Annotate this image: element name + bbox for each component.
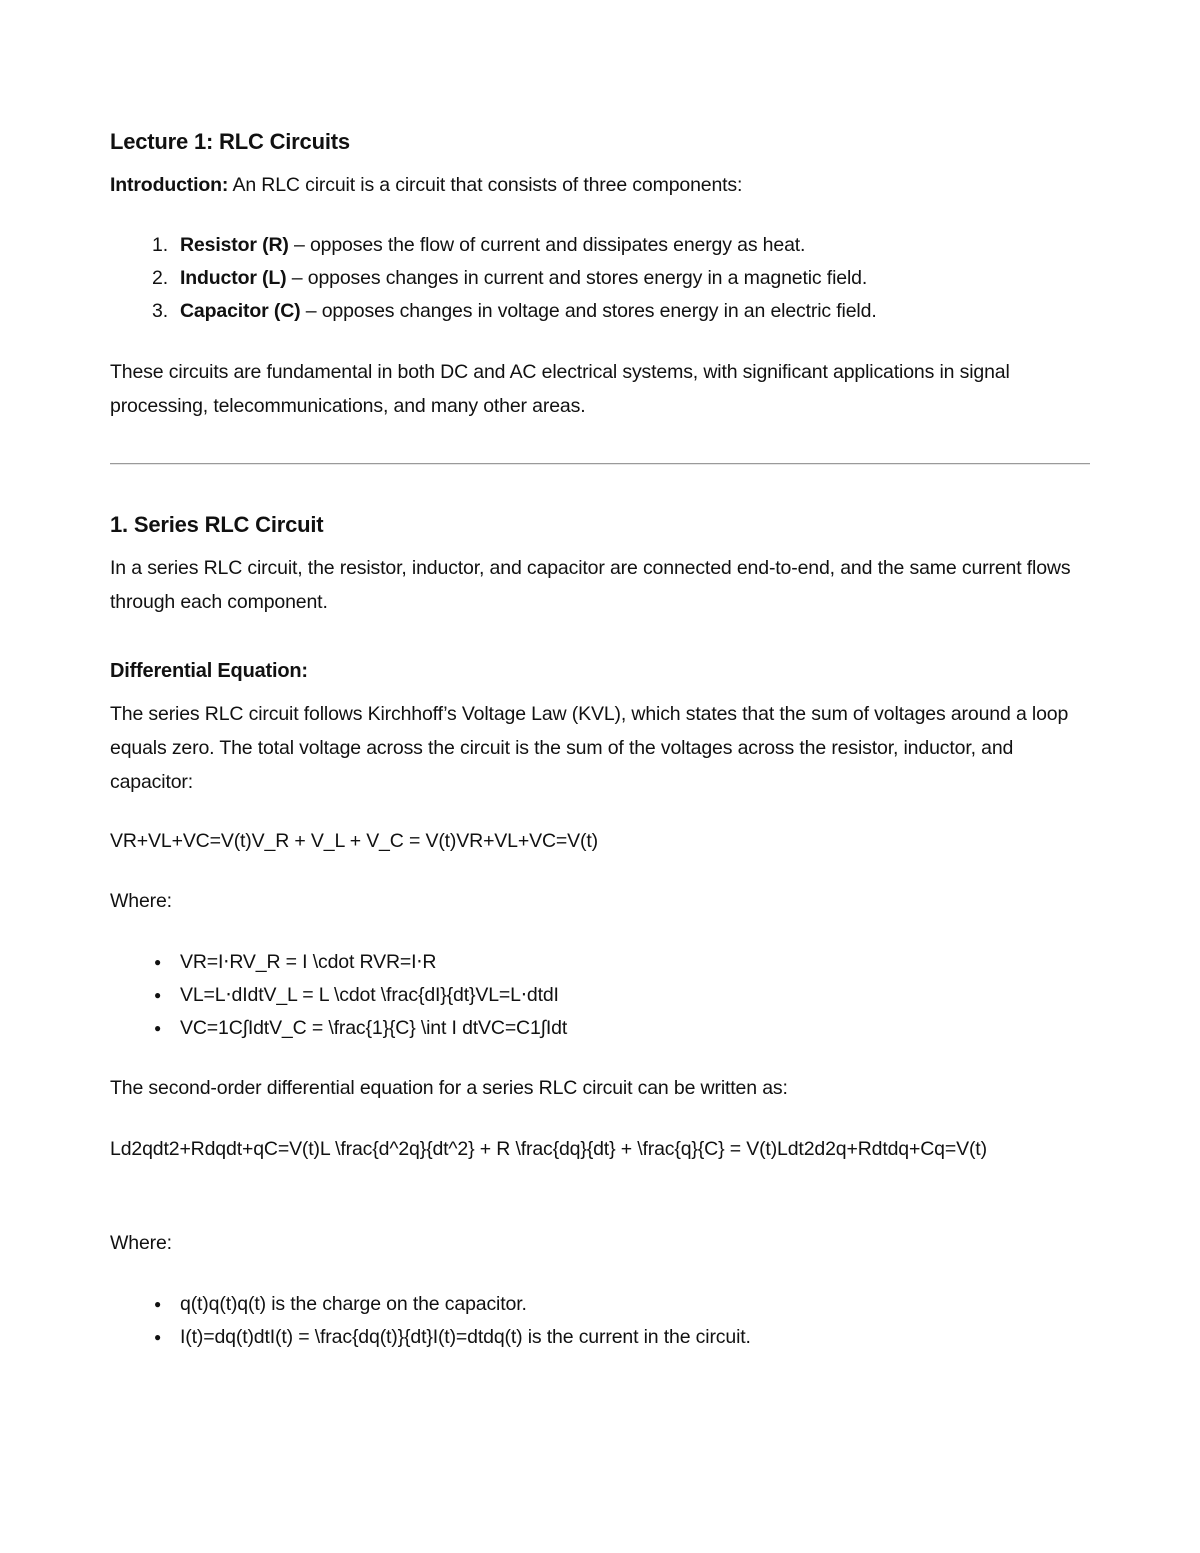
bullet-text: I(t)=dq(t)dtI(t) = \frac{dq(t)}{dt}I(t)=dtdq(t)​ is the current in the circuit. (180, 1326, 751, 1348)
lecture-title: Lecture 1: RLC Circuits (110, 129, 350, 154)
bullet-text: VR=I⋅RV_R = I \cdot RVR​=I⋅R (180, 951, 437, 973)
where-label: Where: (110, 890, 172, 912)
subsection-heading: Differential Equation: (110, 660, 308, 682)
horizontal-rule (110, 463, 1090, 465)
where-label: Where: (110, 1232, 172, 1254)
section-heading: 1. Series RLC Circuit (110, 512, 324, 537)
component-desc: – opposes changes in voltage and stores energy in an electric field. (300, 300, 877, 322)
bullet-icon: ● (154, 955, 162, 969)
component-desc: – opposes changes in current and stores energy in a magnetic field. (286, 267, 868, 289)
component-name: Inductor (L) (180, 267, 287, 289)
list-number: 3. (152, 300, 168, 322)
equation-second-order: Ld2qdt2+Rdqdt+qC=V(t)L \frac{d^2q}{dt^2} + R \frac{dq}{dt} + \frac{q}{C} = V(t)Ldt2d2q​+Rdtdq​+Cq​=V(t) (110, 1138, 987, 1160)
intro-label: Introduction: (110, 174, 229, 196)
bullet-text: q(t)q(t)q(t) is the charge on the capacitor. (180, 1293, 527, 1315)
kvl-paragraph: The series RLC circuit follows Kirchhoff’s Voltage Law (KVL), which states that the sum of voltages around a loop equals zero. The total voltage across the circuit is the sum of the voltages across the resistor, inductor, and capacitor: (110, 703, 1069, 793)
list-number: 2. (152, 267, 168, 289)
bullet-text: VC=1C∫IdtV_C = \frac{1}{C} \int I dtVC​=C1​∫Idt (180, 1017, 568, 1039)
list-number: 1. (152, 234, 168, 256)
bullet-text: VL=L⋅dIdtV_L = L \cdot \frac{dI}{dt}VL​=L⋅dtdI​ (180, 984, 559, 1006)
intro-paragraph: These circuits are fundamental in both DC and AC electrical systems, with significant applications in signal processing, telecommunications, and many other areas. (110, 361, 1010, 417)
bullet-icon: ● (154, 1297, 162, 1311)
component-desc: – opposes the flow of current and dissipates energy as heat. (288, 234, 806, 256)
component-name: Resistor (R) (180, 234, 289, 256)
bullet-icon: ● (154, 1330, 162, 1344)
second-order-paragraph: The second-order differential equation for a series RLC circuit can be written as: (110, 1077, 788, 1099)
intro-text: An RLC circuit is a circuit that consists of three components: (228, 174, 743, 196)
equation-kvl: VR+VL+VC=V(t)V_R + V_L + V_C = V(t)VR​+VL​+VC​=V(t) (110, 830, 598, 852)
bullet-icon: ● (154, 988, 162, 1002)
intro-line (110, 168, 1090, 202)
component-name: Capacitor (C) (180, 300, 301, 322)
bullet-icon: ● (154, 1021, 162, 1035)
section-text: In a series RLC circuit, the resistor, inductor, and capacitor are connected end-to-end, and the same current flows through each component. (110, 557, 1071, 613)
